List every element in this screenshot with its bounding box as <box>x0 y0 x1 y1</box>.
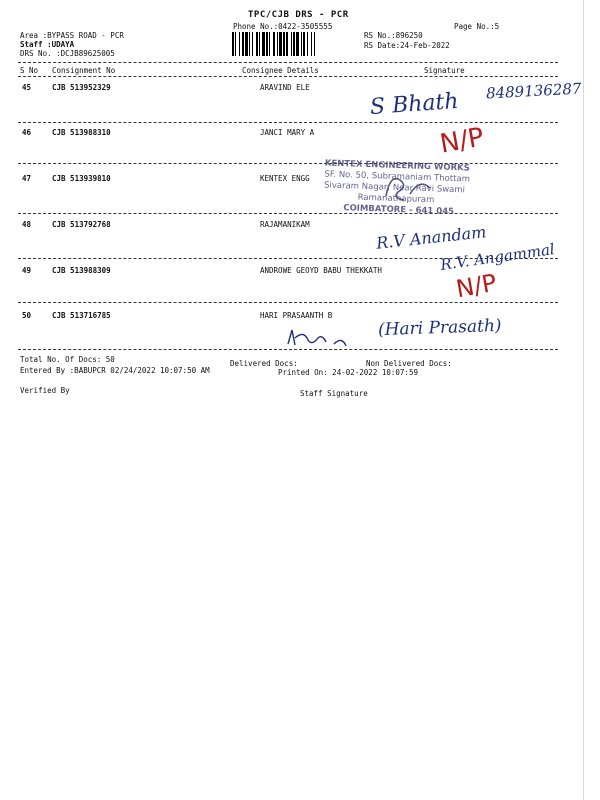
stamp-line2: SF. No. 50, Subramaniam Thottam <box>324 169 471 185</box>
row-consignee: ARAVIND ELE <box>260 83 310 92</box>
staff-label: Staff :UDAYA <box>20 40 75 49</box>
stamp-line5: COIMBATORE - 641 045 <box>343 203 455 218</box>
barcode-bar <box>293 32 295 56</box>
barcode-bar <box>303 32 305 56</box>
verified-by: Verified By <box>20 386 70 395</box>
phone-handwritten-row45: 8489136287 <box>485 79 582 103</box>
row-sno: 49 <box>22 266 32 275</box>
column-header-signature: Signature <box>424 66 465 75</box>
header-divider-bottom <box>18 76 558 77</box>
row-sno: 50 <box>22 311 32 320</box>
stamp-line1: KENTEX ENGINEERING WORKS <box>324 158 470 174</box>
row-sno: 48 <box>22 220 32 229</box>
barcode-bar <box>301 32 302 56</box>
row-divider <box>18 213 558 214</box>
barcode-bar <box>235 32 236 56</box>
not-present-mark-row49: N/P <box>453 268 499 304</box>
stamp-line3: Sivaram Nagar, Near Ravi Swami <box>323 180 466 196</box>
row-consignee: KENTEX ENGG <box>260 174 310 183</box>
barcode-bar <box>273 32 275 56</box>
header-divider-top <box>18 62 558 63</box>
row-divider <box>18 302 558 303</box>
area-label: Area :BYPASS ROAD - PCR <box>20 31 124 40</box>
row-consignment: CJB 513792768 <box>52 220 111 229</box>
row-sno: 47 <box>22 174 32 183</box>
signature-row50: (Hari Prasath) <box>377 315 502 341</box>
initials-scribble-row50 <box>286 326 366 350</box>
barcode-bar <box>291 32 292 56</box>
barcode-bar <box>314 32 315 56</box>
column-header-consignment: Consignment No <box>52 66 116 75</box>
barcode-bar <box>279 32 282 56</box>
barcode-bar <box>277 32 278 56</box>
row-consignment: CJB 513716785 <box>52 311 111 320</box>
not-present-mark-row46: N/P <box>437 122 487 160</box>
staff-signature: Staff Signature <box>300 389 368 398</box>
row-divider <box>18 163 558 164</box>
row-consignee: HARI PRASAANTH B <box>260 311 333 320</box>
row-consignee: JANCI MARY A <box>260 128 315 137</box>
total-docs: Total No. Of Docs: 50 <box>20 355 115 364</box>
barcode-bar <box>232 32 234 56</box>
stamp-signature-scribble <box>380 170 440 204</box>
barcode-bar <box>239 32 240 56</box>
row-consignment: CJB 513939810 <box>52 174 111 183</box>
rs-number: RS No.:896250 <box>364 31 423 40</box>
row-sno: 45 <box>22 83 32 92</box>
row-consignment: CJB 513988310 <box>52 128 111 137</box>
signature-row48: R.V Anandam <box>375 222 488 253</box>
column-header-sno: S No <box>20 66 39 75</box>
barcode-bar <box>266 32 268 56</box>
name-handwritten-row48: R.V. Angammal <box>439 240 556 274</box>
barcode-bar <box>269 32 270 56</box>
stamp-line4: Ramanathapuram <box>357 192 435 206</box>
row-sno: 46 <box>22 128 32 137</box>
barcode-bar <box>311 32 312 56</box>
barcode-bar <box>283 32 285 56</box>
entered-by: Entered By :BABUPCR 02/24/2022 10:07:50 AM <box>20 366 210 375</box>
barcode <box>232 32 358 56</box>
barcode-bar <box>252 32 253 56</box>
barcode-bar <box>286 32 288 56</box>
page-number: Page No.:5 <box>454 22 500 31</box>
signature-row45: S Bhath <box>369 88 460 121</box>
barcode-bar <box>256 32 258 56</box>
delivered-docs: Delivered Docs: <box>230 359 298 368</box>
non-delivered-docs: Non Delivered Docs: <box>366 359 452 368</box>
barcode-bar <box>245 32 248 56</box>
barcode-bar <box>307 32 308 56</box>
row-consignee: ANDROWE GEOYD BABU THEKKATH <box>260 266 382 275</box>
barcode-bar <box>249 32 250 56</box>
barcode-bar <box>259 32 260 56</box>
row-consignment: CJB 513952329 <box>52 83 111 92</box>
barcode-bar <box>242 32 244 56</box>
phone-number: Phone No.:0422-3505555 <box>233 22 333 31</box>
document-title: TPC/CJB DRS - PCR <box>248 10 349 20</box>
row-consignment: CJB 513988309 <box>52 266 111 275</box>
drs-number: DRS No. :DCJB89625005 <box>20 49 115 58</box>
barcode-bar <box>262 32 265 56</box>
barcode-bar <box>296 32 299 56</box>
page-edge-line <box>583 0 584 800</box>
printed-on: Printed On: 24-02-2022 10:07:59 <box>278 368 418 377</box>
column-header-consignee: Consignee Details <box>242 66 319 75</box>
rs-date: RS Date:24-Feb-2022 <box>364 41 450 50</box>
row-consignee: RAJAMANIKAM <box>260 220 310 229</box>
